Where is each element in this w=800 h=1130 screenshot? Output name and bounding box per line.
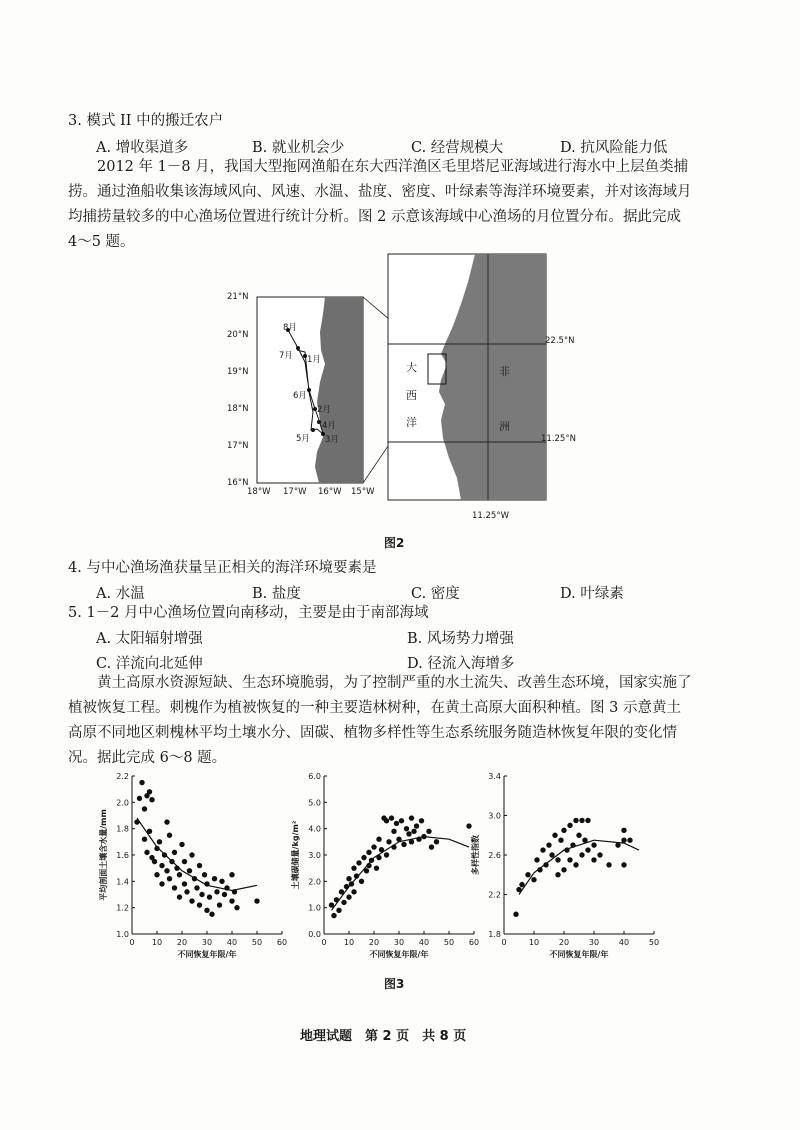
data-point xyxy=(149,797,154,802)
lat-17: 17°N xyxy=(227,441,249,451)
data-point xyxy=(386,839,391,844)
lat-20: 20°N xyxy=(227,330,249,340)
y-tick-label: 2.6 xyxy=(488,851,501,860)
land-label-1: 非 xyxy=(499,365,510,378)
data-point xyxy=(197,863,202,868)
y-tick-label: 0.0 xyxy=(308,930,321,939)
x-tick-label: 0 xyxy=(129,938,135,947)
land-label-2: 洲 xyxy=(499,420,510,433)
data-point xyxy=(351,889,356,894)
data-point xyxy=(336,908,341,913)
x-tick-label: 10 xyxy=(343,938,355,947)
data-point xyxy=(552,833,557,838)
data-point xyxy=(597,852,602,857)
q4-stem: 4. 与中心渔场渔获量呈正相关的海洋环境要素是 xyxy=(68,560,377,576)
data-point xyxy=(229,872,234,877)
page-footer: 地理试题 第 2 页 共 8 页 xyxy=(300,1029,467,1044)
figure2-map xyxy=(225,252,595,524)
month-jun: 6月 xyxy=(293,391,307,401)
data-point xyxy=(366,850,371,855)
data-point xyxy=(207,894,212,899)
data-point xyxy=(525,872,530,877)
month-apr: 4月 xyxy=(322,421,336,431)
q5-option-d[interactable]: D. 径流入海增多 xyxy=(407,656,515,672)
data-point xyxy=(579,852,584,857)
data-point xyxy=(217,902,222,907)
data-point xyxy=(199,892,204,897)
data-point xyxy=(567,857,572,862)
data-point xyxy=(177,872,182,877)
lat-label-11: 11.25°N xyxy=(541,434,576,444)
month-jul: 7月 xyxy=(279,351,293,361)
x-tick-label: 60 xyxy=(468,938,480,947)
y-tick-label: 3.0 xyxy=(488,811,501,821)
lat-21: 21°N xyxy=(227,292,249,302)
data-point xyxy=(212,876,217,881)
data-point xyxy=(194,885,199,890)
chart-diversity xyxy=(470,768,670,968)
y-tick-label: 3.0 xyxy=(308,851,321,860)
data-point xyxy=(384,818,389,823)
q4-option-a[interactable]: A. 水温 xyxy=(96,586,145,602)
x-tick-label: 30 xyxy=(201,938,213,947)
data-point xyxy=(346,876,351,881)
x-axis-label: 不同恢复年限/年 xyxy=(369,950,429,959)
lat-label-22: 22.5°N xyxy=(545,336,575,346)
y-tick-label: 1.2 xyxy=(116,903,129,913)
x-tick-label: 40 xyxy=(618,938,630,947)
inset-land xyxy=(315,297,363,483)
x-tick-label: 30 xyxy=(393,938,405,947)
ocean-label-1: 大 xyxy=(406,361,417,374)
data-point xyxy=(331,913,336,918)
data-point xyxy=(167,833,172,838)
data-point xyxy=(157,839,162,844)
q4-option-d[interactable]: D. 叶绿素 xyxy=(560,586,624,602)
q5-option-c[interactable]: C. 洋流向北延伸 xyxy=(96,656,203,672)
data-point xyxy=(222,892,227,897)
point-apr xyxy=(317,420,321,424)
data-point xyxy=(187,868,192,873)
chart-soil-moisture xyxy=(98,768,298,968)
data-point xyxy=(371,844,376,849)
data-point xyxy=(534,857,539,862)
data-point xyxy=(159,881,164,886)
y-tick-label: 5.0 xyxy=(308,798,321,808)
data-point xyxy=(401,842,406,847)
data-point xyxy=(189,852,194,857)
data-point xyxy=(591,857,596,862)
data-point xyxy=(154,872,159,877)
data-point xyxy=(406,831,411,836)
data-point xyxy=(585,818,590,823)
y-axis-label: 多样性指数 xyxy=(471,835,480,875)
data-point xyxy=(429,844,434,849)
x-tick-label: 60 xyxy=(276,938,288,947)
data-point xyxy=(384,852,389,857)
y-tick-label: 1.8 xyxy=(116,824,129,834)
x-axis-label: 不同恢复年限/年 xyxy=(177,950,237,959)
y-axis-label: 土壤碳储量/kg/m² xyxy=(291,820,300,890)
y-tick-label: 1.6 xyxy=(116,851,129,860)
month-feb: 2月 xyxy=(317,405,331,415)
lat-19: 19°N xyxy=(227,367,249,377)
data-point xyxy=(164,868,169,873)
y-tick-label: 1.0 xyxy=(308,903,321,913)
ocean-label-3: 洋 xyxy=(406,416,417,429)
lat-16: 16°N xyxy=(227,478,249,488)
data-point xyxy=(172,850,177,855)
q4-option-c[interactable]: C. 密度 xyxy=(411,586,460,602)
passage-loess: 黄土高原水资源短缺、生态环境脆弱，为了控制严重的水土流失、改善生态环境，国家实施了植被恢复工程。刺槐作为植被恢复的一种主要造林树种，在黄土高原大面积种植。图 3 示意黄土高原不同地区刺槐林平均土壤水分、固碳、植物多样性等生态系统服务随造林恢复年限的变化情况。据此完成 6～8 题。 xyxy=(68,675,692,766)
q3-option-c[interactable]: C. 经营规模大 xyxy=(411,140,504,156)
data-point xyxy=(159,863,164,868)
x-tick-label: 50 xyxy=(443,938,455,947)
data-point xyxy=(573,862,578,867)
data-point xyxy=(555,872,560,877)
data-point xyxy=(419,818,424,823)
data-point xyxy=(389,815,394,820)
y-tick-label: 3.4 xyxy=(488,772,501,781)
data-point xyxy=(359,879,364,884)
data-point xyxy=(555,857,560,862)
x-tick-label: 20 xyxy=(368,938,380,947)
x-tick-label: 40 xyxy=(418,938,430,947)
figure3-caption: 图3 xyxy=(384,977,405,991)
point-may xyxy=(311,428,315,432)
lon-18: 18°W xyxy=(247,487,271,497)
q5-stem: 5. 1－2 月中心渔场位置向南移动，主要是由于南部海域 xyxy=(68,605,429,621)
data-point xyxy=(540,847,545,852)
lat-18: 18°N xyxy=(227,404,249,414)
point-jul xyxy=(296,346,300,350)
data-point xyxy=(172,885,177,890)
data-point xyxy=(579,818,584,823)
data-point xyxy=(426,829,431,834)
trend-curve xyxy=(519,840,639,894)
data-point xyxy=(142,806,147,811)
y-tick-label: 4.0 xyxy=(308,824,321,834)
x-axis-label: 不同恢复年限/年 xyxy=(549,950,609,959)
x-tick-label: 20 xyxy=(176,938,188,947)
data-point xyxy=(409,815,414,820)
data-point xyxy=(147,789,152,794)
data-point xyxy=(561,828,566,833)
data-point xyxy=(404,826,409,831)
data-point xyxy=(177,894,182,899)
ocean-label-2: 西 xyxy=(406,389,417,402)
x-tick-label: 50 xyxy=(648,938,660,947)
x-tick-label: 20 xyxy=(558,938,570,947)
y-tick-label: 1.0 xyxy=(116,930,129,939)
data-point xyxy=(152,859,157,864)
point-jun xyxy=(307,388,311,392)
data-point xyxy=(411,829,416,834)
data-point xyxy=(356,860,361,865)
data-point xyxy=(621,828,626,833)
trend-curve xyxy=(137,818,257,890)
data-point xyxy=(627,837,632,842)
data-point xyxy=(361,855,366,860)
y-tick-label: 1.8 xyxy=(488,930,501,939)
data-point xyxy=(374,865,379,870)
month-aug: 8月 xyxy=(283,323,297,333)
y-tick-label: 1.4 xyxy=(116,877,129,887)
y-tick-label: 2.0 xyxy=(308,877,321,887)
data-point xyxy=(414,823,419,828)
trend-curve xyxy=(332,837,470,911)
x-tick-label: 10 xyxy=(151,938,163,947)
x-tick-label: 0 xyxy=(321,938,327,947)
data-point xyxy=(591,842,596,847)
data-point xyxy=(573,818,578,823)
passage-fishery: 2012 年 1－8 月，我国大型拖网渔船在东大西洋渔区毛里塔尼亚海域进行海水中上层鱼类捕捞。通过渔船收集该海域风向、风速、水温、盐度、密度、叶绿素等海洋环境要素，并对该海域月均捕捞量较多的中心渔场位置进行统计分析。图 2 示意该海域中心渔场的月位置分布。据此完成 4～5 题。 xyxy=(68,159,692,250)
data-point xyxy=(576,833,581,838)
month-mar: 3月 xyxy=(325,435,339,445)
lon-16: 16°W xyxy=(318,487,342,497)
data-point xyxy=(167,876,172,881)
data-point xyxy=(214,889,219,894)
data-point xyxy=(182,881,187,886)
data-point xyxy=(351,865,356,870)
x-tick-label: 30 xyxy=(588,938,600,947)
month-jan: 1月 xyxy=(307,355,321,365)
y-tick-label: 6.0 xyxy=(308,772,321,781)
data-point xyxy=(341,900,346,905)
data-point xyxy=(137,796,142,801)
x-tick-label: 50 xyxy=(251,938,263,947)
data-point xyxy=(549,852,554,857)
data-point xyxy=(585,847,590,852)
q5-option-b[interactable]: B. 风场势力增强 xyxy=(407,631,514,647)
q3-stem: 3. 模式 II 中的搬迁农户 xyxy=(68,113,224,129)
data-point xyxy=(513,912,518,917)
data-point xyxy=(139,780,144,785)
data-point xyxy=(621,837,626,842)
data-point xyxy=(234,905,239,910)
data-point xyxy=(204,908,209,913)
data-point xyxy=(546,842,551,847)
lon-15: 15°W xyxy=(351,487,375,497)
x-tick-label: 10 xyxy=(528,938,540,947)
lon-17: 17°W xyxy=(283,487,307,497)
data-point xyxy=(209,912,214,917)
data-point xyxy=(202,872,207,877)
data-point xyxy=(254,898,259,903)
x-tick-label: 40 xyxy=(226,938,238,947)
data-point xyxy=(567,823,572,828)
data-point xyxy=(376,837,381,842)
data-point xyxy=(606,862,611,867)
data-point xyxy=(394,821,399,826)
lon-label-11: 11.25°W xyxy=(472,511,509,521)
data-point xyxy=(621,862,626,867)
data-point xyxy=(142,837,147,842)
data-point xyxy=(391,829,396,834)
data-point xyxy=(531,877,536,882)
data-point xyxy=(164,819,169,824)
y-tick-label: 2.2 xyxy=(116,772,129,781)
data-point xyxy=(558,837,563,842)
data-point xyxy=(561,867,566,872)
data-point xyxy=(189,898,194,903)
month-may: 5月 xyxy=(296,434,310,444)
data-point xyxy=(197,902,202,907)
x-tick-label: 0 xyxy=(501,938,507,947)
data-point xyxy=(399,818,404,823)
y-tick-label: 2.2 xyxy=(488,890,501,900)
q3-option-a[interactable]: A. 增收渠道多 xyxy=(96,140,189,156)
data-point xyxy=(346,894,351,899)
data-point xyxy=(144,850,149,855)
q4-option-b[interactable]: B. 盐度 xyxy=(252,586,301,602)
data-point xyxy=(184,889,189,894)
data-point xyxy=(179,842,184,847)
data-point xyxy=(434,839,439,844)
data-point xyxy=(229,898,234,903)
chart-soil-carbon xyxy=(290,768,490,968)
figure2-caption: 图2 xyxy=(384,536,405,550)
q3-option-b[interactable]: B. 就业机会少 xyxy=(252,140,345,156)
data-point xyxy=(182,859,187,864)
q3-option-d[interactable]: D. 抗风险能力低 xyxy=(560,140,668,156)
y-axis-label: 平均剖面土壤含水量/mm xyxy=(99,809,108,901)
data-point xyxy=(219,879,224,884)
y-tick-label: 2.0 xyxy=(116,798,129,808)
q5-option-a[interactable]: A. 太阳辐射增强 xyxy=(96,631,203,647)
